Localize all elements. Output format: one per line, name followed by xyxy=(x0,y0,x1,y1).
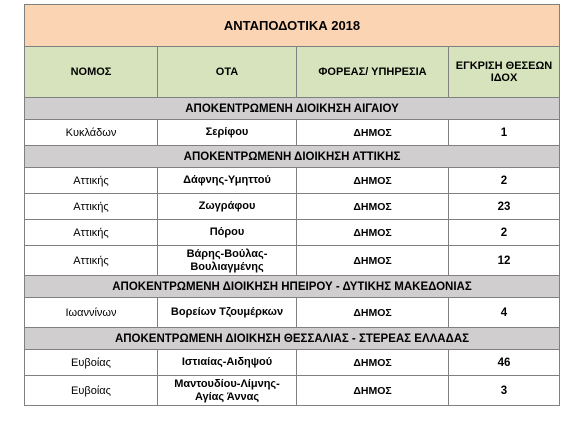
table-row xyxy=(25,350,560,376)
table-row xyxy=(25,298,560,328)
cell-theseis: 4 xyxy=(449,298,560,328)
cell-foreas: ΔΗΜΟΣ xyxy=(297,246,449,276)
region-name: ΑΠΟΚΕΝΤΡΩΜΕΝΗ ΔΙΟΙΚΗΣΗ ΗΠΕΙΡΟΥ - ΔΥΤΙΚΗΣ ΜΑΚΕΔΟΝΙΑΣ xyxy=(25,276,560,298)
region-row xyxy=(25,98,560,120)
table-row xyxy=(25,220,560,246)
cell-theseis: 2 xyxy=(449,168,560,194)
cell-nomos: Αττικής xyxy=(25,194,158,220)
region-name: ΑΠΟΚΕΝΤΡΩΜΕΝΗ ΔΙΟΙΚΗΣΗ ΑΤΤΙΚΗΣ xyxy=(25,146,560,168)
cell-ota: Ιστιαίας-Αιδηψού xyxy=(158,350,297,376)
cell-nomos: Αττικής xyxy=(25,220,158,246)
cell-foreas: ΔΗΜΟΣ xyxy=(297,168,449,194)
cell-theseis: 1 xyxy=(449,120,560,146)
cell-theseis: 46 xyxy=(449,350,560,376)
cell-nomos: Ευβοίας xyxy=(25,376,158,406)
table-row xyxy=(25,376,560,406)
cell-theseis: 3 xyxy=(449,376,560,406)
cell-foreas: ΔΗΜΟΣ xyxy=(297,350,449,376)
table-row xyxy=(25,168,560,194)
region-name: ΑΠΟΚΕΝΤΡΩΜΕΝΗ ΔΙΟΙΚΗΣΗ ΘΕΣΣΑΛΙΑΣ - ΣΤΕΡΕΑΣ ΕΛΛΑΔΑΣ xyxy=(25,328,560,350)
cell-foreas: ΔΗΜΟΣ xyxy=(297,194,449,220)
table-row xyxy=(25,246,560,276)
cell-theseis: 12 xyxy=(449,246,560,276)
header-egkrisi: ΕΓΚΡΙΣΗ ΘΕΣΕΩΝ ΙΔΟΧ xyxy=(449,47,560,98)
header-foreas: ΦΟΡΕΑΣ/ ΥΠΗΡΕΣΙΑ xyxy=(297,47,449,98)
cell-ota: Σερίφου xyxy=(158,120,297,146)
cell-nomos: Αττικής xyxy=(25,168,158,194)
cell-theseis: 23 xyxy=(449,194,560,220)
cell-foreas: ΔΗΜΟΣ xyxy=(297,220,449,246)
table-body xyxy=(25,5,560,406)
cell-ota: Βάρης-Βούλας-Βουλιαγμένης xyxy=(158,246,297,276)
title-row xyxy=(25,5,560,47)
table-row xyxy=(25,194,560,220)
allocation-table xyxy=(24,4,560,406)
cell-foreas: ΔΗΜΟΣ xyxy=(297,376,449,406)
header-nomos: ΝΟΜΟΣ xyxy=(25,47,158,98)
header-ota: ΟΤΑ xyxy=(158,47,297,98)
cell-nomos: Ευβοίας xyxy=(25,350,158,376)
region-row xyxy=(25,146,560,168)
table-row xyxy=(25,120,560,146)
cell-nomos: Ιωαννίνων xyxy=(25,298,158,328)
cell-ota: Πόρου xyxy=(158,220,297,246)
cell-ota: Βορείων Τζουμέρκων xyxy=(158,298,297,328)
cell-ota: Μαντουδίου-Λίμνης-Αγίας Άννας xyxy=(158,376,297,406)
cell-foreas: ΔΗΜΟΣ xyxy=(297,298,449,328)
cell-nomos: Κυκλάδων xyxy=(25,120,158,146)
region-row xyxy=(25,276,560,298)
cell-ota: Δάφνης-Υμηττού xyxy=(158,168,297,194)
cell-theseis: 2 xyxy=(449,220,560,246)
region-name: ΑΠΟΚΕΝΤΡΩΜΕΝΗ ΔΙΟΙΚΗΣΗ ΑΙΓΑΙΟΥ xyxy=(25,98,560,120)
table-title: ΑΝΤΑΠΟΔΟΤΙΚΑ 2018 xyxy=(25,5,560,47)
header-row xyxy=(25,47,560,98)
cell-foreas: ΔΗΜΟΣ xyxy=(297,120,449,146)
cell-nomos: Αττικής xyxy=(25,246,158,276)
cell-ota: Ζωγράφου xyxy=(158,194,297,220)
region-row xyxy=(25,328,560,350)
